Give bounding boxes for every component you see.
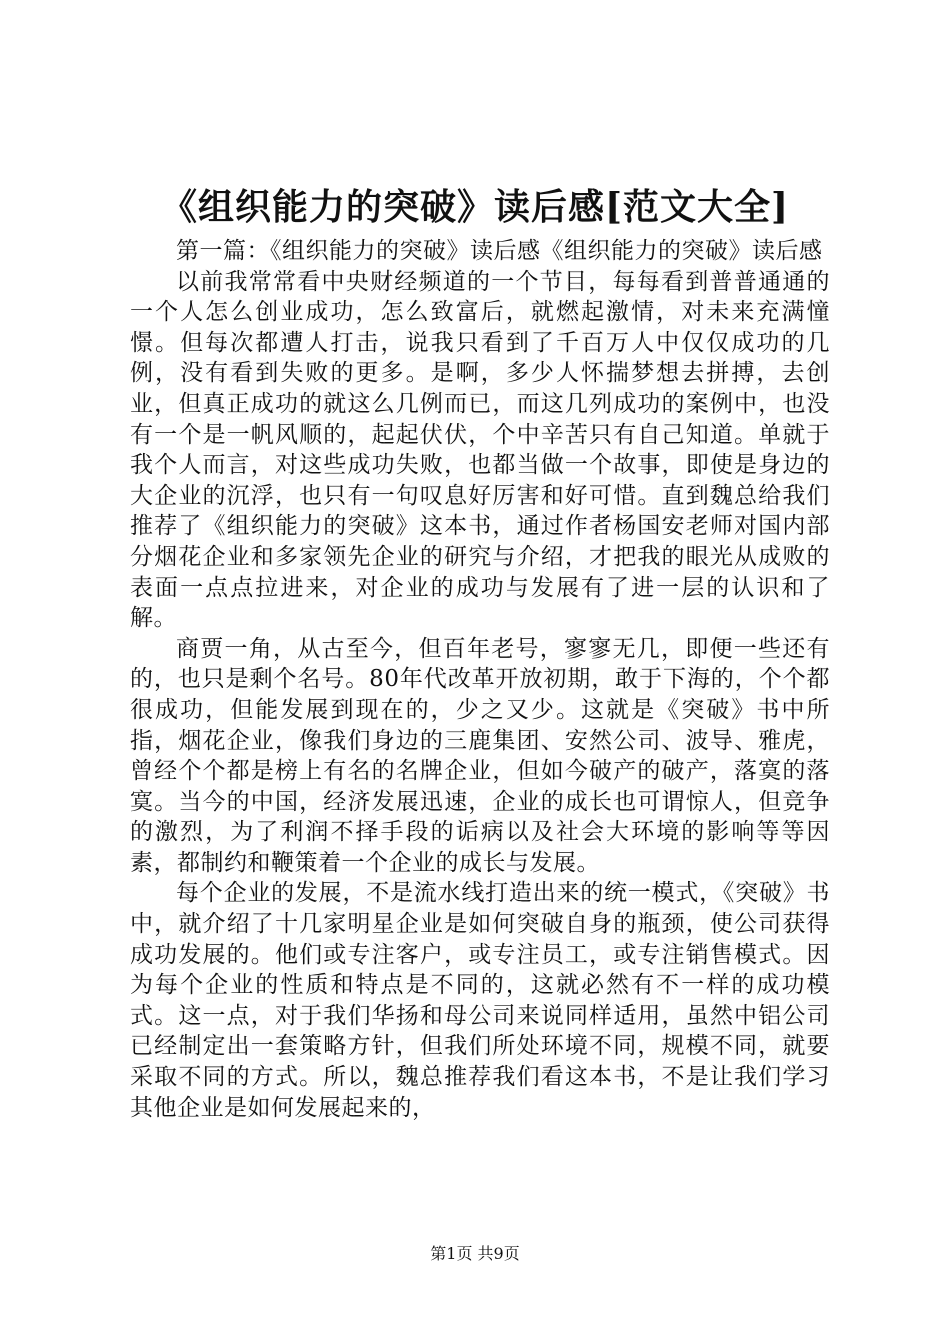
document-title: 《组织能力的突破》读后感[范文大全] [160,186,790,228]
paragraph-1: 第一篇：《组织能力的突破》读后感《组织能力的突破》读后感 [176,238,823,264]
document-body [130,236,830,1123]
paragraph-4: 每个企业的发展，不是流水线打造出来的统一模式，《突破》书中，就介绍了十几家明星企业是如何突破自身的瓶颈，使公司获得成功发展的。他们或专注客户，或专注员工，或专注销售模式。因为每个企业的性质和特点是不同的，这就必然有不一样的成功模式。这一点，对于我们华扬和母公司来说同样适用，虽然中铝公司已经制定出一套策略方针，但我们所处环境不同，规模不同，就要采取不同的方式。所以，魏总推荐我们看这本书，不是让我们学习其他企业是如何发展起来的， [130,880,830,1121]
paragraph-2: 以前我常常看中央财经频道的一个节目，每每看到普普通通的一个人怎么创业成功，怎么致富后，就燃起激情，对未来充满憧憬。但每次都遭人打击，说我只看到了千百万人中仅仅成功的几例，没有看到失败的更多。是啊，多少人怀揣梦想去拼搏，去创业，但真正成功的就这么几例而已，而这几列成功的案例中，也没有一个是一帆风顺的，起起伏伏，个中辛苦只有自己知道。单就于我个人而言，对这些成功失败，也都当做一个故事，即使是身边的大企业的沉浮，也只有一句叹息好厉害和好可惜。直到魏总给我们推荐了《组织能力的突破》这本书，通过作者杨国安老师对国内部分烟花企业和多家领先企业的研究与介绍，才把我的眼光从成败的表面一点点拉进来，对企业的成功与发展有了进一层的认识和了解。 [130,268,830,632]
paragraph-3: 商贾一角，从古至今，但百年老号，寥寥无几，即便一些还有的，也只是剩个名号。80年代改革开放初期，敢于下海的，个个都很成功，但能发展到现在的，少之又少。这就是《突破》书中所指，烟花企业，像我们身边的三鹿集团、安然公司、波导、雅虎，曾经个个都是榜上有名的名牌企业，但如今破产的破产，落寞的落寞。当今的中国，经济发展迅速，企业的成长也可谓惊人，但竞争的激烈，为了利润不择手段的诟病以及社会大环境的影响等等因素，都制约和鞭策着一个企业的成长与发展。 [130,635,830,876]
page-number-footer: 第1页 共9页 [430,1244,520,1263]
